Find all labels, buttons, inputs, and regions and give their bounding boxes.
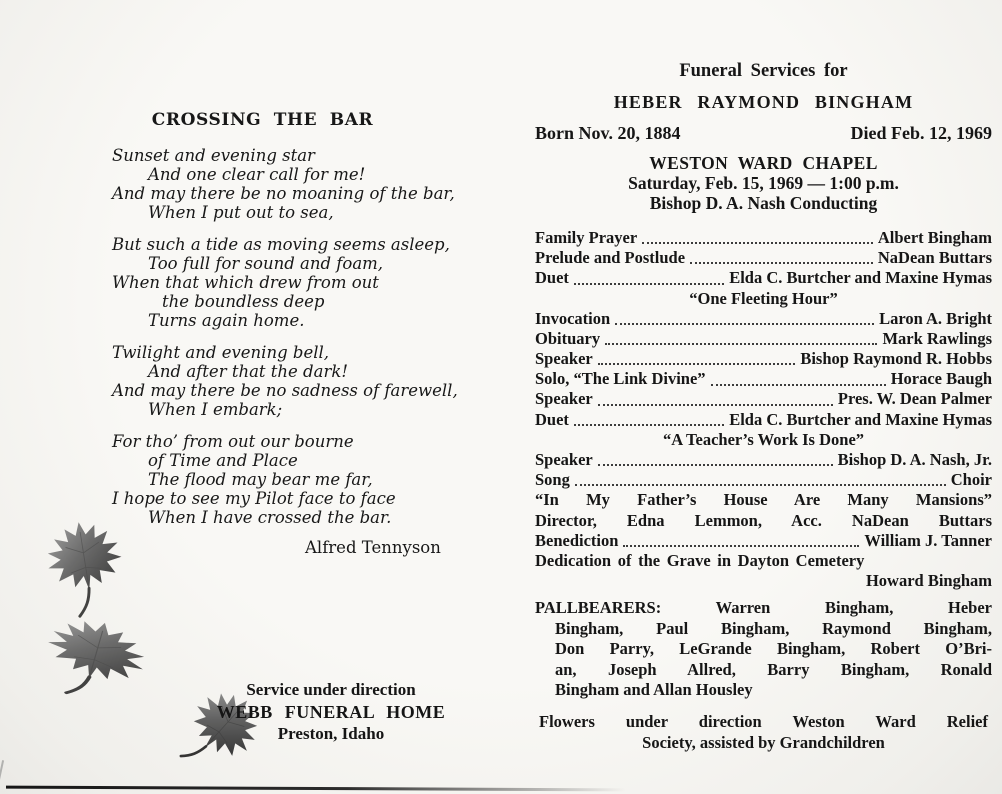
dotted-leader — [690, 262, 873, 264]
program-row — [535, 329, 992, 349]
poem-line: When that which drew from out — [112, 273, 379, 292]
poem-stanza — [112, 343, 492, 419]
scan-artifact-line — [6, 786, 626, 792]
song-title: “In My Father’s House Are Many Mansions” — [535, 490, 992, 510]
program-row — [535, 349, 992, 369]
song-title: “One Fleeting Hour” — [689, 288, 838, 308]
program-name: Pres. W. Dean Palmer — [837, 389, 992, 409]
grave-dedication-line: Dedication of the Grave in Dayton Cemetery — [535, 551, 865, 570]
poem-line: Twilight and evening bell, — [112, 343, 330, 362]
poem-line: And after that the dark! — [148, 362, 348, 381]
program-label: Obituary — [535, 328, 601, 348]
service-credit — [155, 679, 507, 745]
born-date: Born Nov. 20, 1884 — [535, 123, 681, 143]
poem-line: For tho’ from out our bourne — [112, 432, 354, 451]
dotted-leader — [623, 545, 859, 547]
dotted-leader — [711, 384, 886, 386]
program-label: Solo, “The Link Divine” — [535, 369, 706, 389]
pallbearers-line: Bingham and Allan Housley — [555, 680, 753, 700]
program-name: Mark Rawlings — [882, 328, 992, 348]
program-label: Family Prayer — [535, 227, 638, 247]
pallbearers-line: PALLBEARERS: Warren Bingham, Heber — [535, 598, 992, 618]
program-label: Speaker — [535, 450, 593, 470]
poem-stanza — [112, 235, 492, 330]
maple-leaf-icon — [29, 606, 159, 716]
service-credit-line: Service under direction — [246, 680, 416, 699]
flowers-line: Flowers under direction Weston Ward Relief — [539, 711, 988, 731]
dotted-leader — [615, 323, 874, 325]
program-name: Bishop Raymond R. Hobbs — [800, 349, 992, 369]
program-name: William J. Tanner — [864, 530, 992, 550]
program-row — [535, 248, 992, 268]
program-panel — [535, 0, 992, 753]
poem-author: Alfred Tennyson — [305, 538, 441, 557]
program-row — [535, 531, 992, 551]
program-label: Speaker — [535, 349, 593, 369]
conducting-officer: Bishop D. A. Nash Conducting — [649, 193, 878, 213]
dotted-leader — [598, 404, 833, 406]
flowers-note — [535, 711, 992, 753]
poem-line: And may there be no sadness of farewell, — [112, 381, 458, 400]
poem-line: I hope to see my Pilot face to face — [112, 489, 396, 508]
poem-line: And one clear call for me! — [148, 165, 366, 184]
flowers-line: Society, assisted by Grandchildren — [642, 732, 885, 752]
program-label: Prelude and Postlude — [535, 248, 686, 268]
song-title: “A Teacher’s Work Is Done” — [662, 429, 865, 449]
program-name: NaDean Buttars — [877, 248, 992, 268]
pallbearers-paragraph — [535, 598, 992, 701]
birth-death-dates — [535, 122, 992, 144]
died-date: Died Feb. 12, 1969 — [850, 123, 992, 143]
poem-line: The flood may bear me far, — [148, 470, 373, 489]
scan-artifact-tick — [0, 760, 4, 790]
dotted-leader — [598, 464, 833, 466]
service-datetime: Saturday, Feb. 15, 1969 — 1:00 p.m. — [628, 173, 899, 193]
grave-dedication-name: Howard Bingham — [865, 571, 992, 591]
program-row — [535, 268, 992, 288]
poem-line: When I embark; — [148, 400, 283, 419]
program-name: Horace Baugh — [890, 369, 992, 389]
dotted-leader — [598, 363, 796, 365]
program-name: Laron A. Bright — [879, 308, 992, 328]
program-row — [535, 450, 992, 470]
program-row — [535, 228, 992, 248]
poem-line: When I have crossed the bar. — [148, 508, 392, 527]
program-row — [535, 470, 992, 490]
poem-line: But such a tide as moving seems asleep, — [112, 235, 450, 254]
program-row — [535, 369, 992, 389]
poem-stanza — [112, 432, 492, 527]
program-row — [535, 309, 992, 329]
poem-line: Turns again home. — [148, 311, 305, 330]
choir-director-credit: Director, Edna Lemmon, Acc. NaDean Buttars — [535, 510, 992, 530]
poem-line: And may there be no moaning of the bar, — [112, 184, 455, 203]
program-label: Benediction — [535, 530, 619, 550]
dotted-leader — [574, 283, 724, 285]
poem-line: of Time and Place — [148, 451, 298, 470]
poem-line: Too full for sound and foam, — [148, 254, 384, 273]
poem-line: Sunset and evening star — [112, 146, 315, 165]
program-name: Bishop D. A. Nash, Jr. — [837, 450, 992, 470]
poem-line: the boundless deep — [162, 292, 325, 311]
pallbearers-line: an, Joseph Allred, Barry Bingham, Ronald — [555, 659, 992, 679]
deceased-name: HEBER RAYMOND BINGHAM — [613, 92, 914, 112]
program-label: Speaker — [535, 389, 593, 409]
venue-name: WESTON WARD CHAPEL — [649, 153, 878, 173]
poem-line: When I put out to sea, — [148, 203, 334, 222]
dotted-leader — [574, 424, 724, 426]
poem-title: CROSSING THE BAR — [151, 110, 374, 130]
program-row — [535, 390, 992, 410]
program-label: Duet — [535, 268, 569, 288]
pallbearers-line: Bingham, Paul Bingham, Raymond Bingham, — [555, 618, 992, 638]
program-name: Choir — [950, 470, 992, 490]
program-label: Invocation — [535, 308, 611, 328]
program-name: Elda C. Burtcher and Maxine Hymas — [729, 409, 992, 429]
program-title: Funeral Services for — [679, 61, 848, 81]
program-row — [535, 410, 992, 430]
dotted-leader — [605, 343, 877, 345]
funeral-home-location: Preston, Idaho — [277, 724, 385, 743]
dotted-leader — [575, 484, 946, 486]
program-name: Albert Bingham — [877, 227, 992, 247]
poem-stanza — [112, 146, 492, 222]
service-location-block — [535, 153, 992, 213]
poem — [112, 146, 492, 540]
dotted-leader — [642, 242, 873, 244]
funeral-home-name: WEBB FUNERAL HOME — [216, 702, 446, 722]
program-name: Elda C. Burtcher and Maxine Hymas — [729, 268, 992, 288]
pallbearers-line: Don Parry, LeGrande Bingham, Robert O’Bri- — [555, 639, 992, 659]
order-of-service — [535, 228, 992, 591]
program-label: Duet — [535, 409, 569, 429]
program-label: Song — [535, 470, 570, 490]
